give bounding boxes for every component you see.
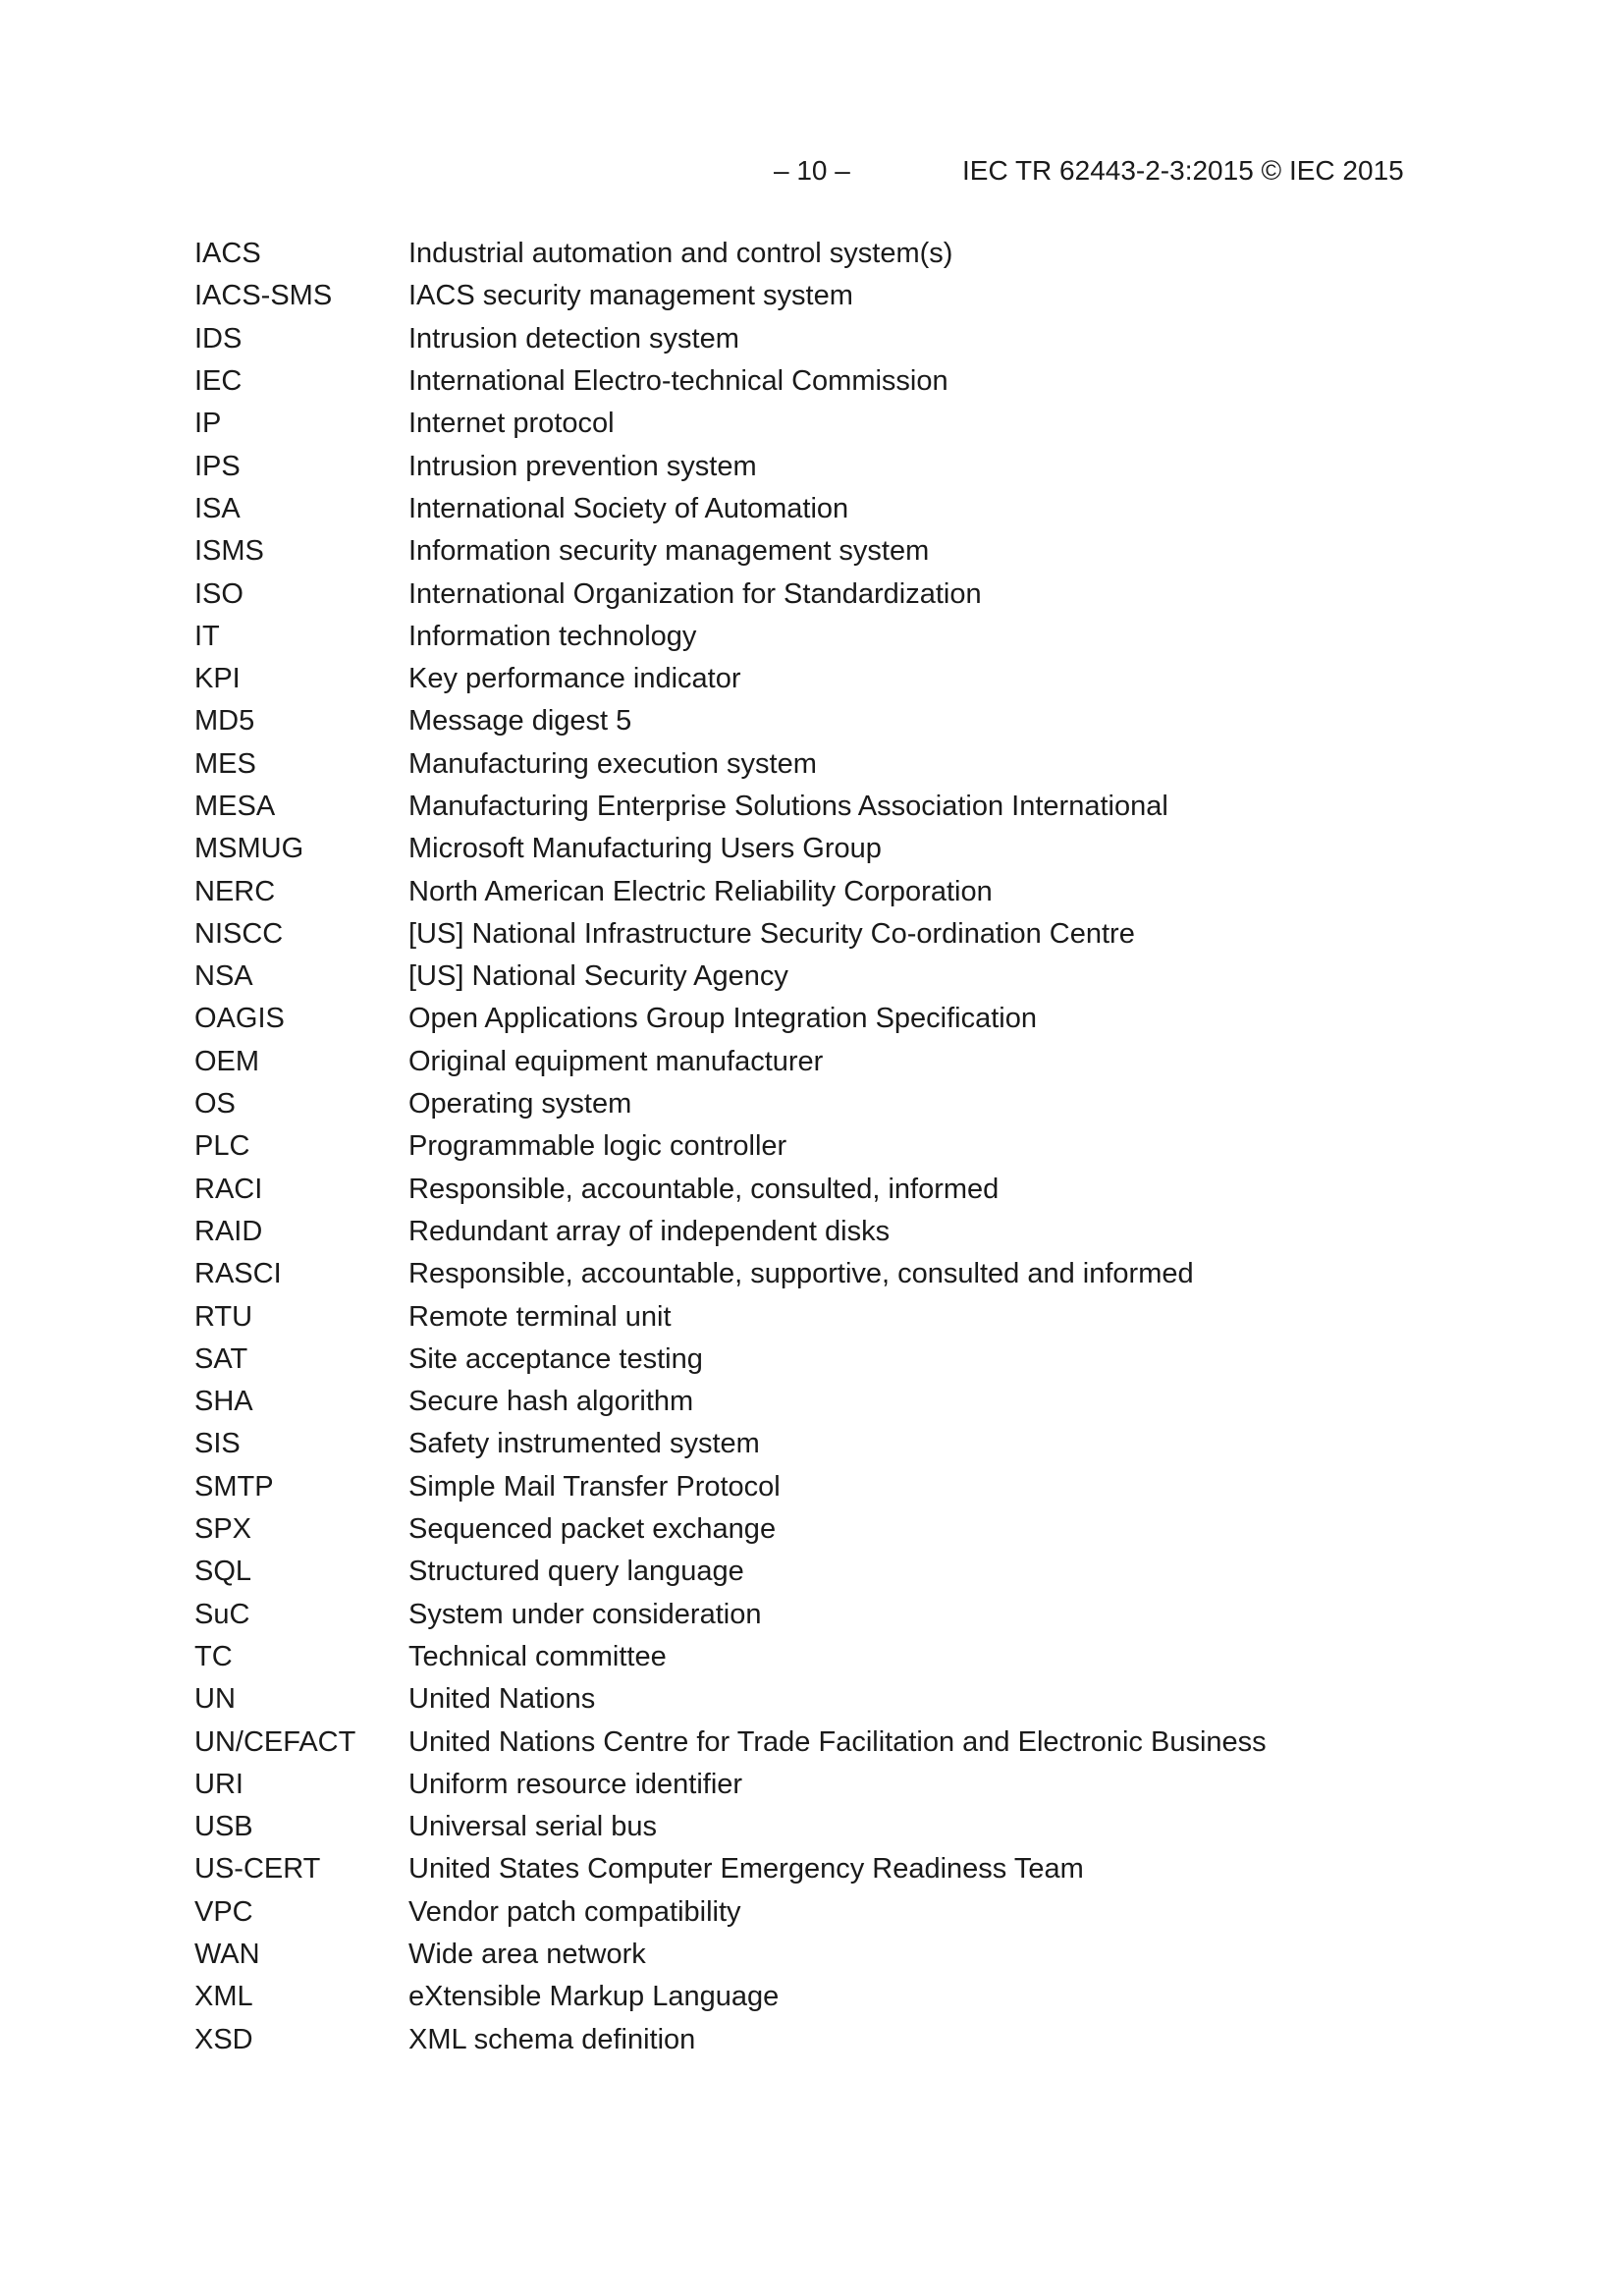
abbreviation-term: MSMUG <box>194 833 304 865</box>
abbreviation-row <box>194 360 1471 403</box>
abbreviation-row <box>194 1678 1471 1721</box>
abbreviation-term: NSA <box>194 960 253 993</box>
abbreviation-term: ISA <box>194 492 241 524</box>
abbreviation-definition: International Society of Automation <box>408 492 849 524</box>
abbreviation-definition: United Nations <box>408 1683 596 1716</box>
abbreviation-term: SQL <box>194 1556 252 1588</box>
abbreviation-definition: North American Electric Reliability Corporation <box>408 875 993 907</box>
abbreviation-definition: Information technology <box>408 620 697 652</box>
abbreviation-definition: Internet protocol <box>408 408 615 440</box>
abbreviation-definition: Microsoft Manufacturing Users Group <box>408 833 882 865</box>
abbreviation-term: SIS <box>194 1428 241 1460</box>
abbreviation-term: UN/CEFACT <box>194 1725 356 1758</box>
abbreviation-term: ISO <box>194 577 243 610</box>
abbreviation-definition: Technical committee <box>408 1640 667 1672</box>
abbreviation-term: IPS <box>194 450 241 482</box>
abbreviation-definition: Key performance indicator <box>408 663 741 695</box>
abbreviation-row <box>194 616 1471 658</box>
abbreviation-term: SAT <box>194 1342 248 1375</box>
abbreviation-row <box>194 998 1471 1040</box>
abbreviation-definition: Intrusion prevention system <box>408 450 757 482</box>
abbreviation-term: KPI <box>194 663 241 695</box>
abbreviation-row <box>194 658 1471 700</box>
abbreviation-definition: Manufacturing Enterprise Solutions Association International <box>408 791 1168 822</box>
abbreviation-term: VPC <box>194 1895 253 1928</box>
abbreviation-term: RAID <box>194 1215 263 1247</box>
abbreviation-row <box>194 870 1471 912</box>
abbreviation-row <box>194 1381 1471 1423</box>
abbreviation-row <box>194 1806 1471 1848</box>
abbreviation-row <box>194 1295 1471 1338</box>
abbreviation-definition: Remote terminal unit <box>408 1300 672 1333</box>
abbreviation-row <box>194 530 1471 573</box>
abbreviation-term: IEC <box>194 365 243 398</box>
abbreviation-definition: System under consideration <box>408 1598 762 1630</box>
abbreviation-row <box>194 1423 1471 1465</box>
abbreviation-term: IDS <box>194 322 243 355</box>
abbreviation-row <box>194 700 1471 742</box>
abbreviation-definition: Information security management system <box>408 535 930 568</box>
abbreviation-definition: United Nations Centre for Trade Facilitation and Electronic Business <box>408 1725 1267 1758</box>
abbreviation-row <box>194 445 1471 487</box>
abbreviation-row <box>194 403 1471 445</box>
abbreviation-term: MES <box>194 747 256 780</box>
abbreviation-term: IT <box>194 620 220 652</box>
abbreviation-definition: [US] National Security Agency <box>408 960 788 993</box>
abbreviation-term: PLC <box>194 1130 250 1163</box>
abbreviation-row <box>194 1211 1471 1253</box>
abbreviation-definition: Intrusion detection system <box>408 322 739 355</box>
abbreviation-row <box>194 1764 1471 1806</box>
abbreviation-definition: Message digest 5 <box>408 705 632 738</box>
abbreviation-definition: Uniform resource identifier <box>408 1768 743 1800</box>
abbreviation-term: XSD <box>194 2023 253 2055</box>
abbreviation-row <box>194 828 1471 870</box>
abbreviation-definition: Site acceptance testing <box>408 1342 703 1375</box>
abbreviation-term: SuC <box>194 1598 250 1630</box>
abbreviation-definition: Safety instrumented system <box>408 1428 760 1460</box>
abbreviation-row <box>194 1083 1471 1125</box>
abbreviation-row <box>194 1891 1471 1934</box>
abbreviation-term: IACS <box>194 238 261 270</box>
abbreviation-row <box>194 318 1471 360</box>
abbreviation-definition: Redundant array of independent disks <box>408 1215 891 1247</box>
abbreviation-row <box>194 1848 1471 1890</box>
abbreviation-row <box>194 1721 1471 1763</box>
abbreviation-definition: Open Applications Group Integration Specification <box>408 1003 1038 1035</box>
abbreviation-definition: Programmable logic controller <box>408 1130 787 1163</box>
abbreviation-term: IACS-SMS <box>194 280 333 312</box>
abbreviation-row <box>194 1041 1471 1083</box>
abbreviation-definition: eXtensible Markup Language <box>408 1981 780 2013</box>
abbreviation-term: NISCC <box>194 917 284 950</box>
abbreviation-row <box>194 1594 1471 1636</box>
abbreviation-definition: IACS security management system <box>408 280 853 312</box>
abbreviation-term: OS <box>194 1088 236 1121</box>
abbreviation-row <box>194 1508 1471 1551</box>
abbreviation-row <box>194 275 1471 317</box>
abbreviation-row <box>194 233 1471 275</box>
abbreviation-term: US-CERT <box>194 1853 321 1886</box>
abbreviation-definition: Universal serial bus <box>408 1811 658 1843</box>
abbreviation-row <box>194 2018 1471 2060</box>
abbreviation-definition: [US] National Infrastructure Security Co-ordination Centre <box>408 917 1135 950</box>
abbreviation-definition: Sequenced packet exchange <box>408 1513 777 1546</box>
abbreviation-definition: International Electro-technical Commission <box>408 365 948 398</box>
abbreviation-row <box>194 1253 1471 1295</box>
abbreviation-term: OAGIS <box>194 1003 285 1035</box>
abbreviation-term: SHA <box>194 1386 253 1418</box>
abbreviation-definition: Responsible, accountable, supportive, consulted and informed <box>408 1258 1194 1290</box>
abbreviation-definition: Wide area network <box>408 1939 646 1971</box>
abbreviation-definition: United States Computer Emergency Readiness Team <box>408 1853 1084 1886</box>
abbreviation-definition: Secure hash algorithm <box>408 1386 694 1418</box>
abbreviation-term: NERC <box>194 875 276 907</box>
abbreviation-definition: Responsible, accountable, consulted, informed <box>408 1173 1000 1205</box>
abbreviation-term: RACI <box>194 1173 263 1205</box>
abbreviation-definition: Simple Mail Transfer Protocol <box>408 1470 781 1503</box>
abbreviation-definition: Manufacturing execution system <box>408 747 817 780</box>
abbreviation-definition: International Organization for Standardization <box>408 577 982 610</box>
abbreviation-row <box>194 573 1471 615</box>
abbreviation-definition: Structured query language <box>408 1556 744 1588</box>
abbreviation-row <box>194 1934 1471 1976</box>
document-reference: IEC TR 62443-2-3:2015 © IEC 2015 <box>962 155 1404 186</box>
abbreviation-term: URI <box>194 1768 243 1800</box>
abbreviation-row <box>194 1466 1471 1508</box>
abbreviation-row <box>194 786 1471 828</box>
abbreviation-row <box>194 1551 1471 1593</box>
abbreviation-term: UN <box>194 1683 236 1716</box>
abbreviation-term: USB <box>194 1811 253 1843</box>
abbreviation-term: ISMS <box>194 535 264 568</box>
abbreviation-row <box>194 913 1471 956</box>
abbreviation-row <box>194 1169 1471 1211</box>
abbreviation-definition: Operating system <box>408 1088 632 1121</box>
abbreviation-row <box>194 1339 1471 1381</box>
abbreviation-row <box>194 743 1471 786</box>
abbreviation-term: XML <box>194 1981 253 2013</box>
abbreviation-definition: Vendor patch compatibility <box>408 1895 741 1928</box>
abbreviation-definition: Industrial automation and control system(s) <box>408 238 953 270</box>
abbreviation-term: OEM <box>194 1045 260 1077</box>
abbreviation-list <box>194 233 1471 2061</box>
abbreviation-term: RASCI <box>194 1258 282 1290</box>
abbreviation-definition: XML schema definition <box>408 2023 696 2055</box>
abbreviation-term: SMTP <box>194 1470 274 1503</box>
abbreviation-term: MESA <box>194 791 276 822</box>
abbreviation-row <box>194 1976 1471 2018</box>
abbreviation-row <box>194 488 1471 530</box>
abbreviation-definition: Original equipment manufacturer <box>408 1045 824 1077</box>
abbreviation-term: TC <box>194 1640 233 1672</box>
abbreviation-term: RTU <box>194 1300 253 1333</box>
page-header <box>0 155 1623 191</box>
abbreviation-row <box>194 1636 1471 1678</box>
abbreviation-term: MD5 <box>194 705 255 738</box>
abbreviation-row <box>194 1125 1471 1168</box>
abbreviation-term: IP <box>194 408 222 440</box>
abbreviation-term: SPX <box>194 1513 252 1546</box>
abbreviation-term: WAN <box>194 1939 260 1971</box>
abbreviation-row <box>194 956 1471 998</box>
page-number: – 10 – <box>774 155 850 186</box>
